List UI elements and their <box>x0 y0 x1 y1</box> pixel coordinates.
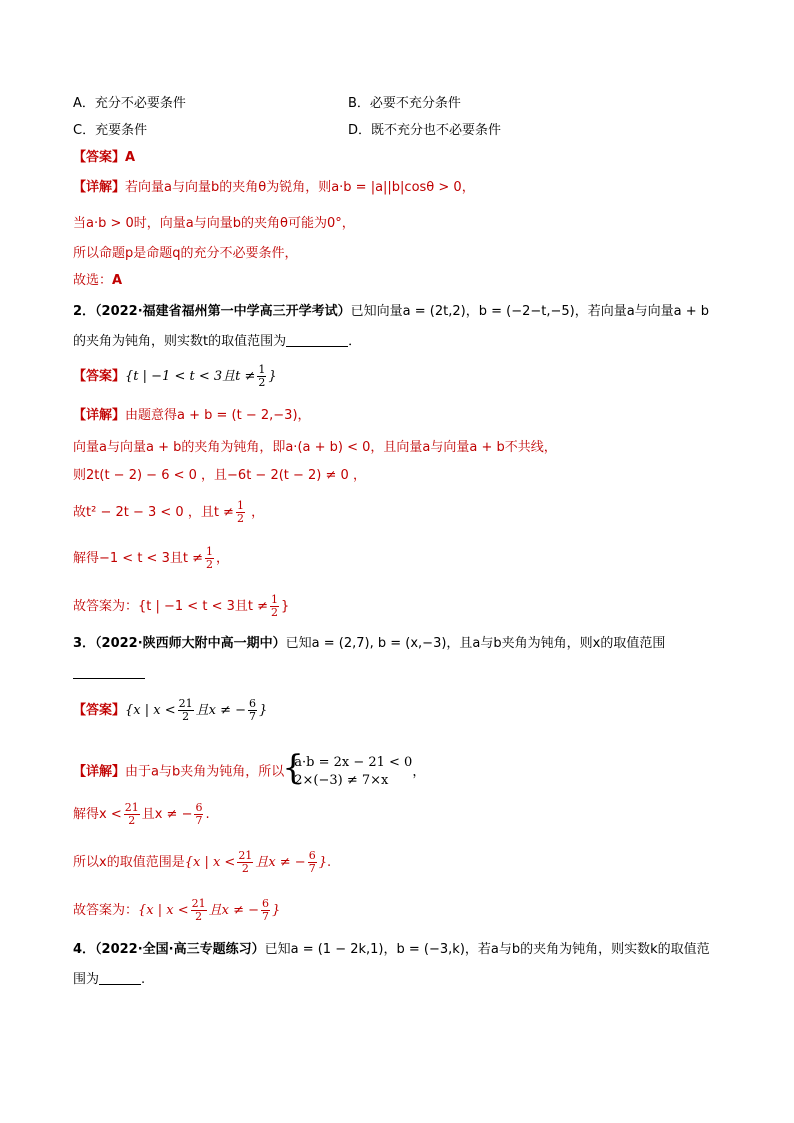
q2-detail-1 <box>73 406 311 426</box>
detail-text: 故答案为： <box>73 903 139 918</box>
detail-text: 解得x < <box>73 807 122 822</box>
q1-detail-2: 当a·b > 0时，向量a与向量b的夹角θ可能为0°， <box>73 216 355 231</box>
detail-text: 由题意得a + b = (t − 2,−3)， <box>125 408 311 423</box>
option-c: C．充要条件 <box>73 123 148 138</box>
fraction: $\frac{1}{2}$ <box>270 593 278 619</box>
detail-text-end: ， <box>412 764 426 780</box>
detail-tag: 【详解】 <box>73 764 126 780</box>
q1-detail-1 <box>73 178 475 198</box>
q3-stem-1 <box>73 634 665 654</box>
q3-answer <box>73 698 267 723</box>
answer-tag: 【答案】 <box>73 703 126 718</box>
answer-value: A <box>125 150 136 165</box>
q3-detail-2 <box>73 802 210 827</box>
q2-detail-4 <box>73 500 264 525</box>
q2-detail-6 <box>73 594 289 619</box>
answer-blank <box>73 678 145 679</box>
detail-text-mid: 且x ≠ − <box>141 807 193 822</box>
fraction: $\frac{6}{7}$ <box>262 897 270 923</box>
question-source: （2022·陕西师大附中高一期中） <box>95 636 286 651</box>
fraction: $\frac{21}{2}$ <box>238 849 253 875</box>
q2-detail-5 <box>73 546 229 571</box>
answer-tag: 【答案】 <box>73 150 126 165</box>
answer-set: {x | x < <box>125 703 176 718</box>
question-text: 的夹角为钝角，则实数t的取值范围为 <box>73 334 287 349</box>
choice-label: 故选： <box>73 273 113 288</box>
detail-tag: 【详解】 <box>73 180 126 195</box>
q4-stem-2 <box>73 970 145 990</box>
detail-text-end: } <box>280 599 290 614</box>
q1-answer <box>73 148 135 168</box>
answer-blank <box>286 346 348 347</box>
q1-detail-3: 所以命题p是命题q的充分不必要条件， <box>73 246 298 261</box>
answer-set-end: } <box>268 369 277 384</box>
fraction: $\frac{6}{7}$ <box>195 801 203 827</box>
question-number: 2． <box>73 304 96 319</box>
question-number: 3． <box>73 636 96 651</box>
detail-text-end: . <box>205 807 210 822</box>
answer-set-end: } <box>259 703 268 718</box>
set-open: {x | x < <box>184 855 236 870</box>
q3-detail-1 <box>73 754 425 790</box>
q4-stem-1 <box>73 940 710 960</box>
detail-text-end: . <box>326 855 332 870</box>
fraction: $\frac{21}{2}$ <box>191 897 206 923</box>
option-d: D．既不充分也不必要条件 <box>348 123 502 138</box>
option-a: A．充分不必要条件 <box>73 96 186 111</box>
choice-value: A <box>112 273 123 288</box>
question-source: （2022·全国·高三专题练习） <box>95 942 265 957</box>
fraction: $\frac{6}{7}$ <box>308 849 316 875</box>
detail-text: 所以x的取值范围是 <box>73 855 185 870</box>
q3-detail-3 <box>73 850 331 875</box>
detail-tag: 【详解】 <box>73 408 126 423</box>
detail-text-end: ， <box>215 551 229 566</box>
q2-detail-2: 向量a与向量a + b的夹角为钝角，即a·(a + b) < 0，且向量a与向量a + b不共线， <box>73 440 557 455</box>
answer-set-mid: 且x ≠ − <box>195 703 247 718</box>
answer-blank <box>99 984 141 985</box>
question-text-end: ． <box>348 334 362 349</box>
q3-detail-4 <box>73 898 280 923</box>
fraction: $\frac{6}{7}$ <box>249 697 257 723</box>
question-text-end: . <box>141 972 146 987</box>
question-text: 已知a = (2,7), b = (x,−3)，且a与b夹角为钝角，则x的取值范围 <box>285 636 666 651</box>
fraction: $\frac{21}{2}$ <box>178 697 193 723</box>
q1-detail-4 <box>73 271 122 291</box>
set-mid: 且x ≠ − <box>255 855 306 870</box>
q2-detail-3: 则2t(t − 2) − 6 < 0 ，且−6t − 2(t − 2) ≠ 0 ， <box>73 468 366 483</box>
inequality-system: { a·b = 2x − 21 < 0 2×(−3) ≠ 7×x <box>284 754 412 790</box>
set-close: } <box>272 903 281 918</box>
detail-text: 由于a与b夹角为钝角，所以 <box>125 764 285 780</box>
fraction: $\frac{1}{2}$ <box>258 363 266 389</box>
question-text: 已知向量a = (2t,2)，b = (−2−t,−5)，若向量a与向量a + b <box>350 304 710 319</box>
set-close: } <box>318 855 327 870</box>
fraction: $\frac{21}{2}$ <box>124 801 139 827</box>
option-b: B．必要不充分条件 <box>348 96 461 111</box>
answer-tag: 【答案】 <box>73 369 126 384</box>
q3-stem-2 <box>73 664 145 684</box>
answer-set: {t | −1 < t < 3且t ≠ <box>125 369 256 384</box>
q2-stem-2 <box>73 332 361 352</box>
question-text: 围为 <box>73 972 100 987</box>
question-source: （2022·福建省福州第一中学高三开学考试） <box>95 304 351 319</box>
set-mid: 且x ≠ − <box>208 903 260 918</box>
question-number: 4． <box>73 942 96 957</box>
set-open: {x | x < <box>138 903 189 918</box>
fraction: $\frac{1}{2}$ <box>236 499 244 525</box>
fraction: $\frac{1}{2}$ <box>205 545 213 571</box>
q2-stem-1 <box>73 302 709 322</box>
question-text: 已知a = (1 − 2k,1)，b = (−3,k)，若a与b的夹角为钝角，则实数k的取值范 <box>264 942 710 957</box>
detail-text: 解得−1 < t < 3且t ≠ <box>73 551 203 566</box>
detail-text: 故答案为：{t | −1 < t < 3且t ≠ <box>73 599 268 614</box>
detail-text: 故t² − 2t − 3 < 0 ，且t ≠ <box>73 505 234 520</box>
detail-text-end: ， <box>246 505 265 520</box>
q2-answer <box>73 364 277 389</box>
detail-text: 若向量a与向量b的夹角θ为锐角，则a·b = |a||b|cosθ > 0， <box>125 180 475 195</box>
